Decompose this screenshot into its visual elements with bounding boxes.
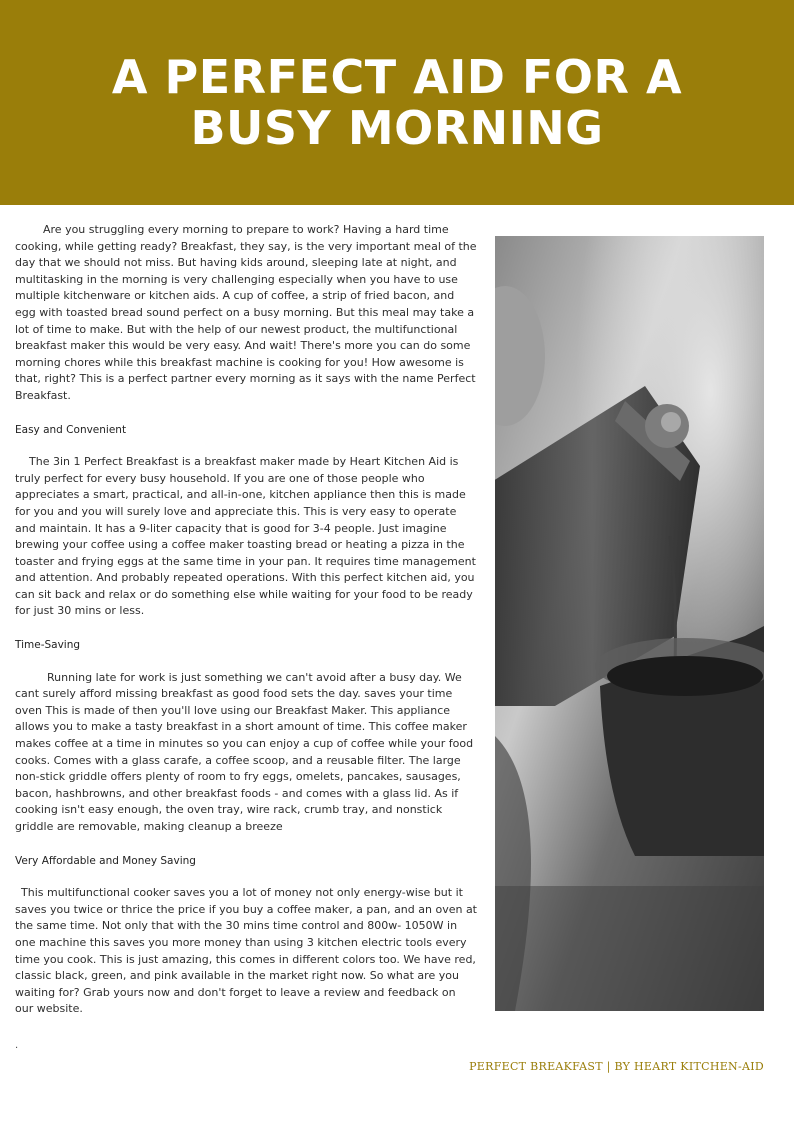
coffee-pour-illustration xyxy=(495,236,764,1011)
article-body xyxy=(15,222,477,1018)
section-heading-time-saving: Time-Saving xyxy=(15,639,81,652)
section-body-affordable: This multifunctional cooker saves you a lot of money not only energy-wise but it saves you twice or thrice the price if you buy a coffee maker, a pan, and an oven at the same time. Not only that with the 30 mins time control and 800w- 1050W in one machine this saves you more money than using 3 kitchen electric tools every time you cook. This is just amazing, this comes in different colors too. We have red, classic black, green, and pink available in the market right now. So what are you waiting for? Grab yours now and don't forget to leave a review and feedback on our website. xyxy=(15,886,477,1016)
title-banner xyxy=(0,0,794,205)
section-heading-affordable: Very Affordable and Money Saving xyxy=(15,854,196,867)
footer-credit: PERFECT BREAKFAST | BY HEART KITCHEN-AID xyxy=(469,1060,764,1073)
page-title: A PERFECT AID FOR A BUSY MORNING xyxy=(111,49,683,155)
intro-paragraph: Are you struggling every morning to prepare to work? Having a hard time cooking, while getting ready? Breakfast, they say, is the very important meal of the day that we should not miss. But having kids around, sleeping late at night, and multitasking in the morning is very challenging especially when you have to use multiple kitchenware or kitchen aids. A cup of coffee, a strip of fried bacon, and egg with toasted bread sound perfect on a busy morning. But this meal may take a lot of time to make. But with the help of our newest product, the multifunctional breakfast maker this would be very easy. And wait! There's more you can do some morning chores while this breakfast machine is cooking for you! How awesome is that, right? This is a perfect partner every morning as it says with the name Perfect Breakfast. xyxy=(15,223,477,402)
section-body-easy: The 3in 1 Perfect Breakfast is a breakfast maker made by Heart Kitchen Aid is truly perfect for every busy household. If you are one of those people who appreciates a smart, practical, and all-in-one, kitchen appliance then this is made for you and you will surely love and appreciate this. This is very easy to operate and maintain. It has a 9-liter capacity that is good for 3-4 people. Just imagine brewing your coffee using a coffee maker toasting bread or heating a pizza in the toaster and frying eggs at the same time in your pan. It requires time management and attention. And probably repeated operations. With this perfect kitchen aid, you can sit back and relax or do something else while waiting for your food to be ready for just 30 mins or less. xyxy=(15,455,476,618)
stray-dot: . xyxy=(15,1040,19,1051)
section-body-time-saving: Running late for work is just something we can't avoid after a busy day. We cant surely afford missing breakfast as good food sets the day. saves your time oven This is made of then you'll love using our Breakfast Maker. This appliance allows you to make a tasty breakfast in a short amount of time. This coffee maker makes coffee at a time in minutes so you can enjoy a cup of coffee while your food cooks. Comes with a glass carafe, a coffee scoop, and a reusable filter. The large non-stick griddle offers plenty of room to fry eggs, omelets, pancakes, sausages, bacon, hashbrowns, and other breakfast foods - and comes with a glass lid. As if cooking isn't easy enough, the oven tray, wire rack, crumb tray, and nonstick griddle are removable, making cleanup a breeze xyxy=(15,670,474,833)
coffee-pour-photo xyxy=(495,236,764,1011)
section-heading-easy: Easy and Convenient xyxy=(15,423,127,436)
